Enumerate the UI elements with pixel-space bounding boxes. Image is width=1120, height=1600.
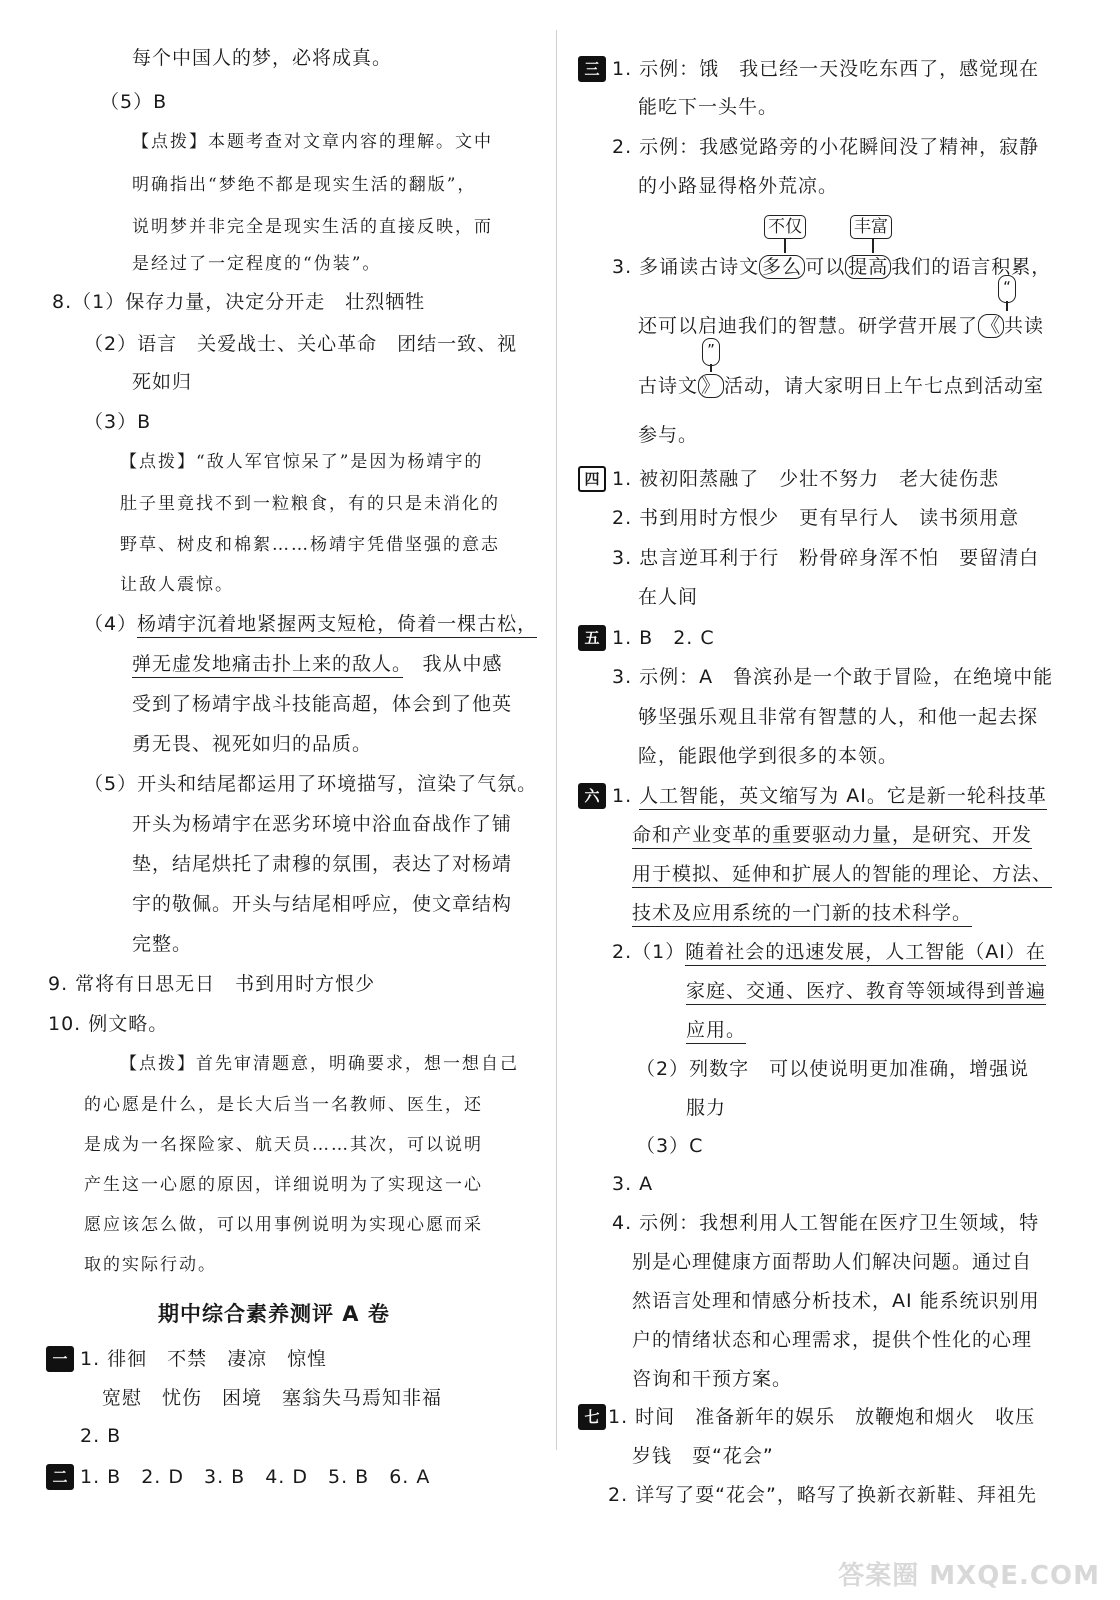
tip-text: 让敌人震惊。 — [120, 575, 234, 595]
correction-arrow — [872, 239, 874, 253]
text-line: 在人间 — [638, 586, 699, 608]
correction-arrow — [1006, 301, 1008, 311]
text-line — [132, 652, 503, 676]
answer-item: 3. 示例：A 鲁滨孙是一个敢于冒险，在绝境中能 — [612, 666, 1054, 688]
tip-text: 的心愿是什么，是长大后当一名教师、医生，还 — [84, 1095, 483, 1115]
answer-item: 3. 忠言逆耳利于行 粉骨碎身浑不怕 要留清白 — [612, 547, 1040, 569]
answer-item: （5）B — [100, 91, 168, 113]
answer-item: 2. 详写了耍“花会”，略写了换新衣新鞋、拜祖先 — [608, 1484, 1037, 1506]
answer-item: 10. 例文略。 — [48, 1013, 169, 1035]
column-divider — [556, 30, 557, 1450]
item-number: 1. — [612, 785, 640, 807]
sentence: 古诗文 — [638, 375, 699, 397]
text-line: 受到了杨靖宇战斗技能高超，体会到了他英 — [132, 693, 513, 715]
item-number: 2.（1） — [612, 941, 686, 963]
circled-punctuation: 》 — [698, 374, 724, 398]
text-line: 够坚强乐观且非常有智慧的人，和他一起去探 — [638, 706, 1039, 728]
text-line: 死如归 — [132, 371, 193, 393]
underlined-sentence: 杨靖宇沉着地紧握两支短枪，倚着一棵古松， — [137, 613, 537, 638]
underlined-sentence: 应用。 — [686, 1019, 746, 1044]
answer-item: （2）语言 关爱战士、关心革命 团结一致、视 — [84, 333, 518, 355]
section-title: 期中综合素养测评 A 卷 — [158, 1302, 390, 1326]
underlined-sentence: 随着社会的迅速发展，人工智能（AI）在 — [685, 941, 1046, 966]
site-watermark: 答案圈 MXQE.COM — [838, 1561, 1100, 1591]
answer-item: 1. 示例：饿 我已经一天没吃东西了，感觉现在 — [612, 58, 1040, 80]
tip-text: 说明梦并非完全是现实生活的直接反映，而 — [132, 217, 493, 237]
tip-text: 肚子里竟找不到一粒粮食，有的只是未消化的 — [120, 494, 500, 514]
text-line — [632, 823, 1032, 847]
text-line: 别是心理健康方面帮助人们解决问题。通过自 — [632, 1251, 1033, 1273]
underlined-sentence: 命和产业变革的重要驱动力量，是研究、开发 — [632, 824, 1032, 849]
circled-word: 提高 — [845, 255, 891, 279]
text-line: 能吃下一头牛。 — [638, 96, 779, 118]
text-line — [686, 1018, 746, 1042]
text-line — [686, 979, 1046, 1003]
section-badge: 六 — [578, 783, 606, 809]
text-line: 服力 — [686, 1097, 727, 1119]
section-badge: 四 — [578, 466, 606, 492]
text-line — [632, 862, 1052, 886]
sentence: 共读 — [1004, 315, 1045, 337]
underlined-sentence: 弹无虚发地痛击扑上来的敌人。 — [132, 653, 403, 678]
text-line: 宇的敬佩。开头与结尾相呼应，使文章结构 — [132, 893, 513, 915]
text-line: 宽慰 忧伤 困境 塞翁失马焉知非福 — [102, 1387, 443, 1409]
text-line: 岁钱 耍“花会” — [632, 1445, 774, 1467]
underlined-sentence: 用于模拟、延伸和扩展人的智能的理论、方法、 — [632, 863, 1052, 888]
answer-item: 1. 被初阳蒸融了 少壮不努力 老大徒伤悲 — [612, 468, 1000, 490]
answer-item: 3. A — [612, 1173, 654, 1195]
quote-mark: “ — [998, 275, 1016, 303]
section-badge: 七 — [578, 1404, 606, 1430]
section-badge: 一 — [46, 1346, 74, 1372]
text-line: 参与。 — [638, 424, 699, 446]
section-badge: 五 — [578, 625, 606, 651]
sentence: 可以 — [805, 256, 846, 278]
tip-text: 产生这一心愿的原因，详细说明为了实现这一心 — [84, 1175, 483, 1195]
answer-item — [612, 940, 1046, 964]
correction-sentence — [612, 255, 1051, 279]
underlined-sentence: 技术及应用系统的一门新的技术科学。 — [632, 902, 972, 927]
tip-text: 明确指出“梦绝不都是现实生活的翻版”， — [132, 175, 477, 195]
text-line: 完整。 — [132, 933, 193, 955]
text-line: 然语言处理和情感分析技术，AI 能系统识别用 — [632, 1290, 1040, 1312]
tip-text: 野草、树皮和棉絮……杨靖宇凭借坚强的意志 — [120, 535, 500, 555]
section-badge: 二 — [46, 1464, 74, 1490]
text-line: 户的情绪状态和心理需求，提供个性化的心理 — [632, 1329, 1033, 1351]
sentence: 我们的语言积累， — [891, 256, 1052, 278]
correction-arrow — [710, 364, 712, 372]
sentence: 活动，请大家明日上午七点到活动室 — [724, 375, 1045, 397]
answer-item — [612, 784, 1047, 808]
tip-text: 【点拨】本题考查对文章内容的理解。文中 — [132, 132, 493, 152]
correction-box: 不仅 — [764, 215, 806, 239]
text-line — [638, 314, 1044, 338]
tip-text: 是成为一名探险家、航天员……其次，可以说明 — [84, 1135, 483, 1155]
text-line: 险，能跟他学到很多的本领。 — [638, 745, 899, 767]
circled-word: 多么 — [759, 255, 805, 279]
tip-text: 【点拨】“敌人军官惊呆了”是因为杨靖宇的 — [120, 452, 484, 472]
answer-item: 2. 书到用时方恨少 更有早行人 读书须用意 — [612, 507, 1020, 529]
answer-item: 1. 时间 准备新年的娱乐 放鞭炮和烟火 收压 — [608, 1406, 1036, 1428]
correction-box: 丰富 — [850, 215, 892, 239]
text-line: 垫，结尾烘托了肃穆的氛围，表达了对杨靖 — [132, 853, 513, 875]
answer-item: （3）B — [84, 411, 152, 433]
circled-punctuation: 《 — [978, 314, 1004, 338]
underlined-sentence: 家庭、交通、医疗、教育等领域得到普遍 — [686, 980, 1046, 1005]
answer-item: 2. 示例：我感觉路旁的小花瞬间没了精神，寂静 — [612, 136, 1040, 158]
answer-item — [84, 612, 537, 636]
answer-item: 8.（1）保存力量，决定分开走 壮烈牺牲 — [52, 291, 426, 313]
text-line: 开头为杨靖宇在恶劣环境中浴血奋战作了铺 — [132, 813, 513, 835]
answer-item: 1. B 2. C — [612, 627, 715, 649]
tip-text: 【点拨】首先审清题意，明确要求，想一想自己 — [120, 1054, 519, 1074]
sentence: 还可以启迪我们的智慧。研学营开展了 — [638, 315, 979, 337]
answer-item: （2）列数字 可以使说明更加准确，增强说 — [636, 1058, 1030, 1080]
text-line: 勇无畏、视死如归的品质。 — [132, 733, 373, 755]
item-number: （4） — [84, 613, 138, 635]
tip-text: 愿应该怎么做，可以用事例说明为实现心愿而采 — [84, 1215, 483, 1235]
sentence: 我从中感 — [402, 653, 503, 675]
answer-item: 2. B — [80, 1425, 122, 1447]
underlined-sentence: 人工智能，英文缩写为 AI。它是新一轮科技革 — [639, 785, 1047, 810]
text-line: 的小路显得格外荒凉。 — [638, 175, 839, 197]
section-badge: 三 — [578, 56, 606, 82]
tip-text: 取的实际行动。 — [84, 1255, 217, 1275]
answer-item: 4. 示例：我想利用人工智能在医疗卫生领域，特 — [612, 1212, 1040, 1234]
quote-mark: ” — [702, 338, 720, 366]
answer-item: （5）开头和结尾都运用了环境描写，渲染了气氛。 — [84, 773, 538, 795]
answer-item: 1. B 2. D 3. B 4. D 5. B 6. A — [80, 1466, 431, 1488]
answer-item: 1. 徘徊 不禁 凄凉 惊惶 — [80, 1348, 328, 1370]
text-line — [638, 374, 1044, 398]
text-line: 咨询和干预方案。 — [632, 1368, 793, 1390]
sentence: 3. 多诵读古诗文 — [612, 256, 760, 278]
text-line: 每个中国人的梦，必将成真。 — [132, 47, 393, 69]
answer-item: （3）C — [636, 1135, 704, 1157]
answer-item: 9. 常将有日思无日 书到用时方恨少 — [48, 973, 376, 995]
correction-arrow — [784, 239, 786, 253]
tip-text: 是经过了一定程度的“伪装”。 — [132, 254, 382, 274]
text-line — [632, 901, 972, 925]
